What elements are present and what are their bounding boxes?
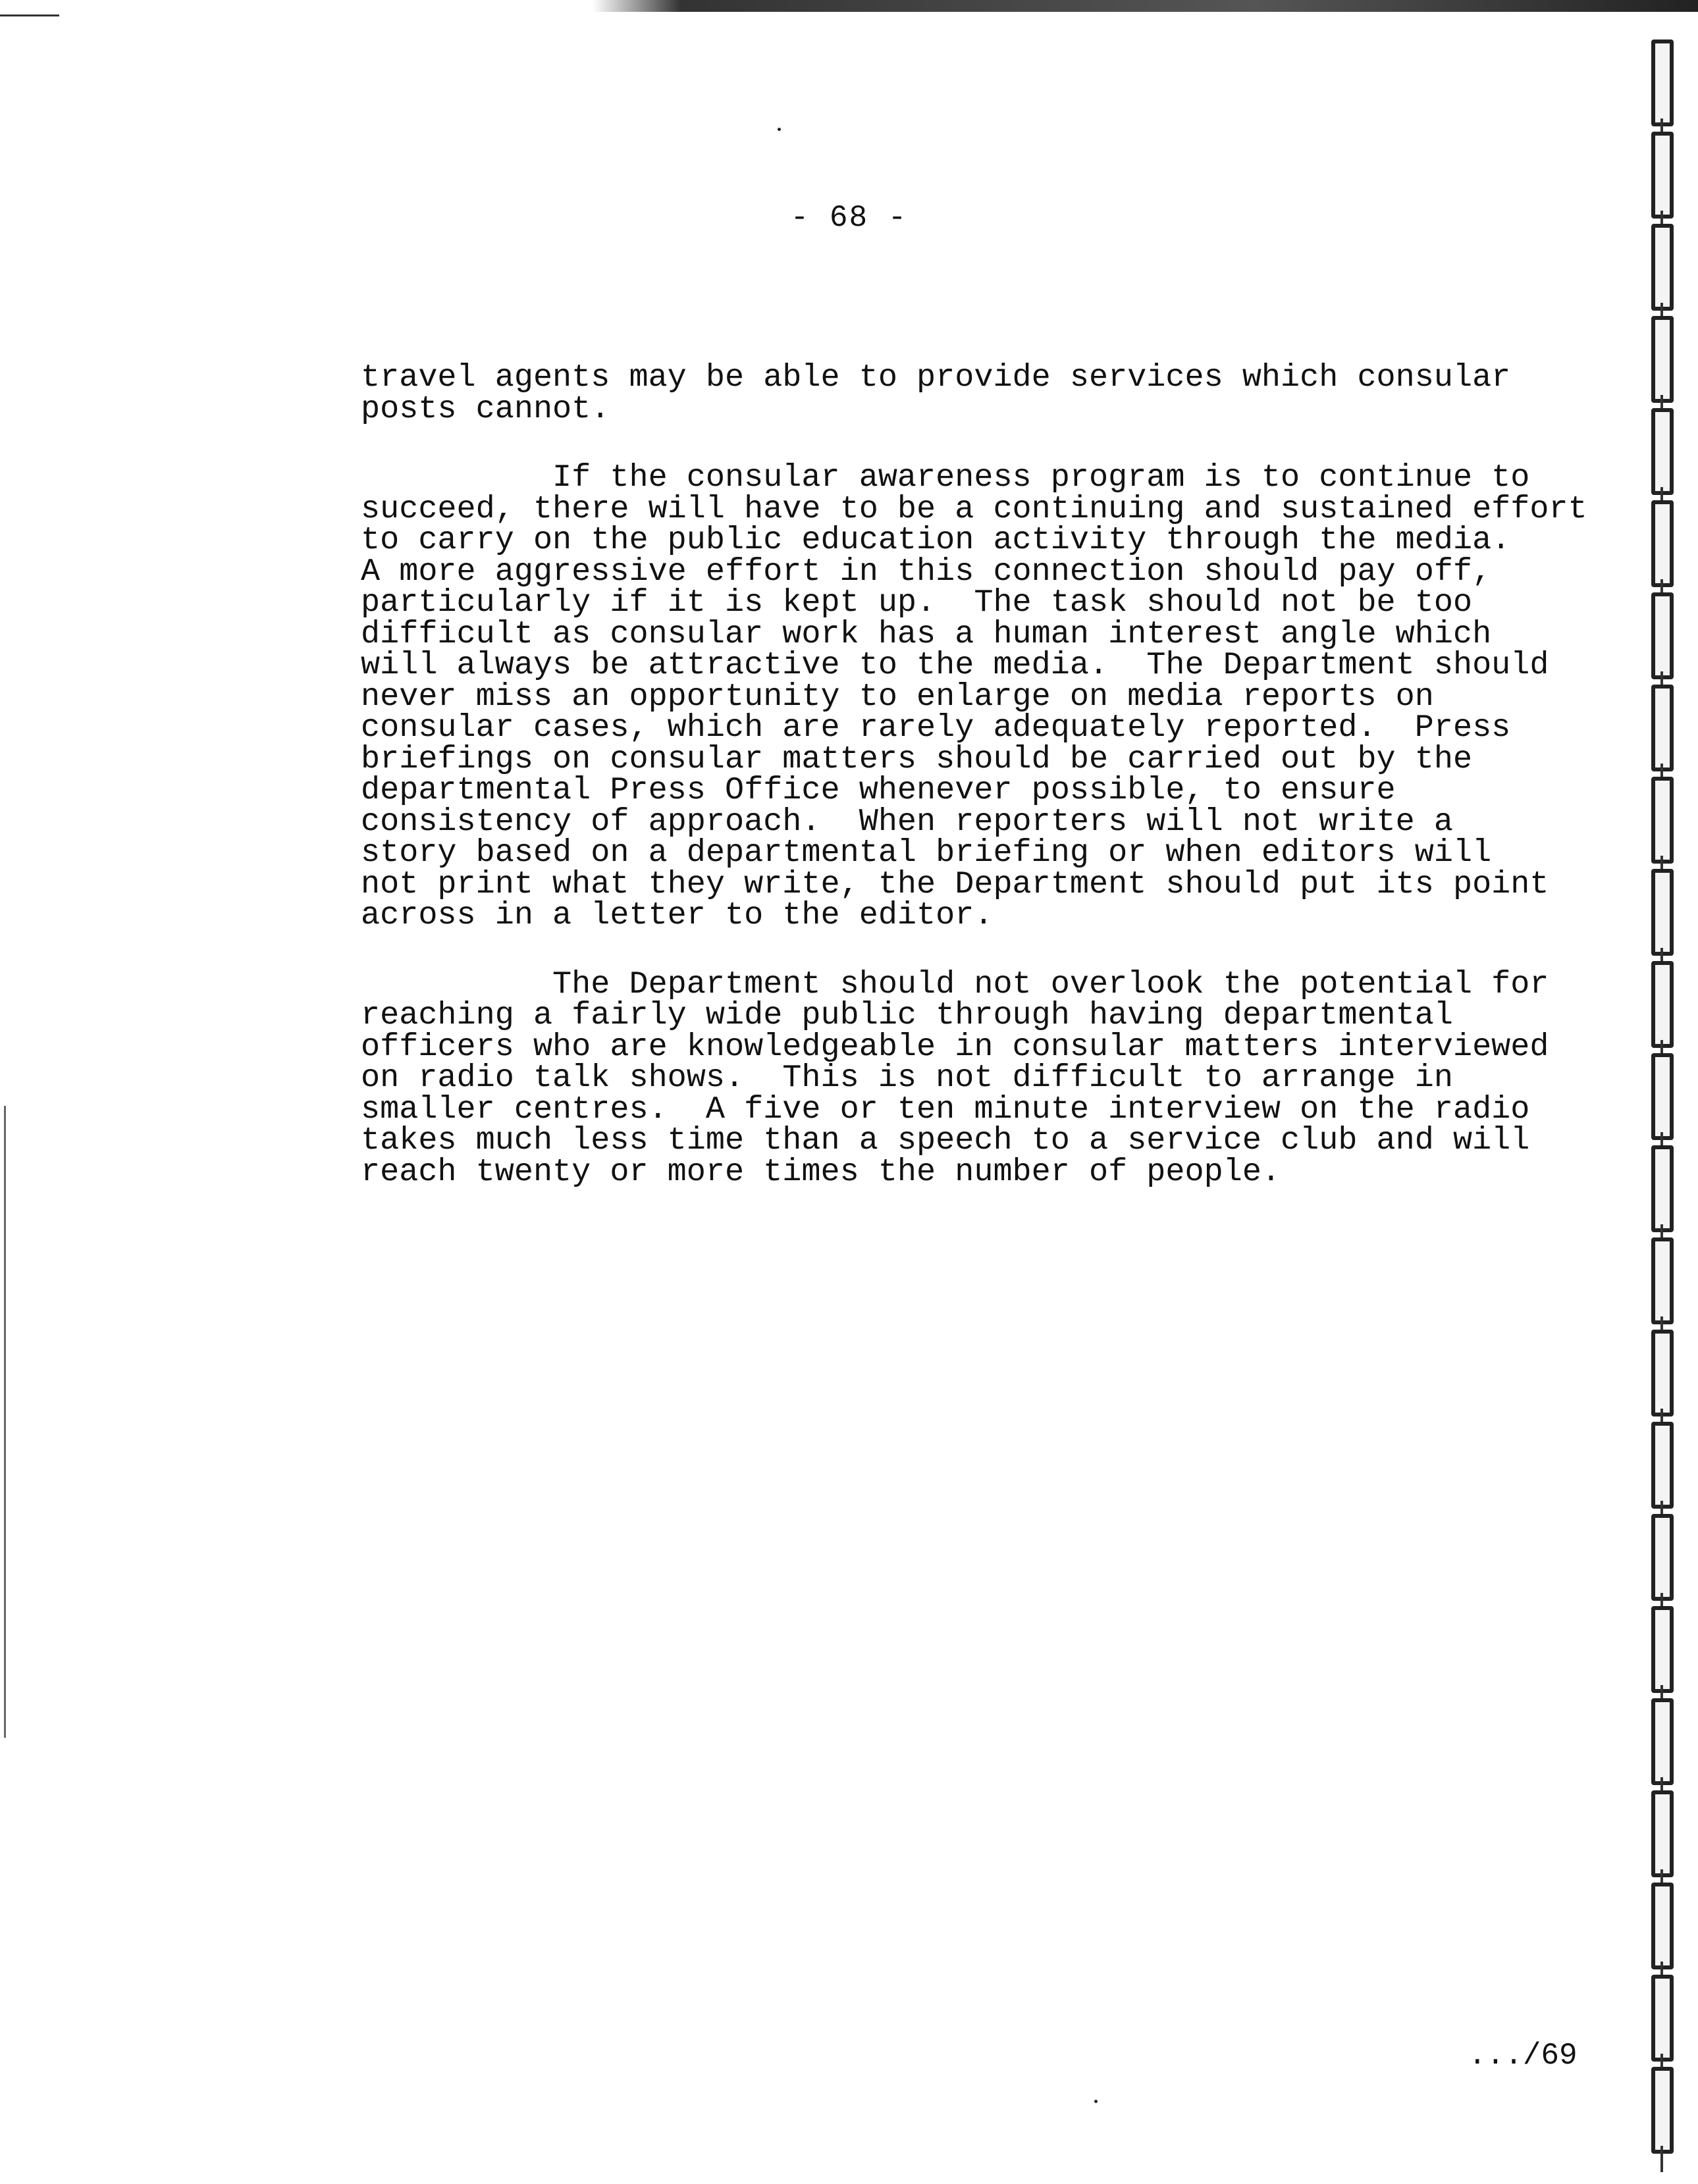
text-line: travel agents may be able to provide services which consular (361, 359, 1511, 396)
binding-ring (1651, 1698, 1674, 1785)
text-line: officers who are knowledgeable in consular matters interviewed (361, 1028, 1549, 1065)
document-body (361, 359, 1587, 1190)
continuation-marker: .../69 (1468, 2039, 1578, 2073)
paragraph (361, 359, 1559, 427)
binding-ring (1651, 1975, 1674, 2062)
text-line: reaching a fairly wide public through having departmental (361, 997, 1453, 1033)
ring-binding (1651, 26, 1678, 2184)
text-line: reach twenty or more times the number of people. (361, 1153, 1281, 1190)
binding-ring (1651, 500, 1674, 587)
binding-ring (1651, 685, 1674, 771)
text-line: never miss an opportunity to enlarge on media reports on (361, 678, 1434, 715)
text-line: succeed, there will have to be a continuing and sustained effort (361, 490, 1587, 527)
text-line: not print what they write, the Department should put its point (361, 866, 1549, 902)
binding-ring (1651, 316, 1674, 403)
text-line: consular cases, which are rarely adequately reported. Press (361, 710, 1511, 746)
binding-ring (1651, 1883, 1674, 1969)
binding-ring (1651, 1237, 1674, 1324)
paragraph (361, 459, 1587, 933)
text-line: difficult as consular work has a human interest angle which (361, 615, 1492, 652)
binding-ring (1651, 1422, 1674, 1509)
scan-speck (778, 128, 781, 131)
text-line: departmental Press Office whenever possible, to ensure (361, 772, 1396, 808)
text-line: briefings on consular matters should be carried out by the (361, 741, 1473, 777)
scan-speck (1094, 2100, 1098, 2103)
page-number: - 68 - (790, 201, 908, 235)
binding-ring (1651, 1330, 1674, 1417)
binding-ring (1651, 2067, 1674, 2154)
text-line: across in a letter to the editor. (361, 897, 994, 933)
binding-link (1660, 2146, 1663, 2172)
text-line: on radio talk shows. This is not difficult to arrange in (361, 1060, 1453, 1096)
binding-ring (1651, 961, 1674, 1048)
binding-ring (1651, 869, 1674, 956)
text-line: The Department should not overlook the potential for (361, 966, 1549, 1002)
binding-ring (1651, 777, 1674, 864)
scan-left-edge (4, 1106, 6, 1738)
binding-ring (1651, 1145, 1674, 1232)
binding-ring (1651, 1606, 1674, 1693)
text-line: takes much less time than a speech to a service club and will (361, 1122, 1530, 1158)
paragraph-gap (361, 425, 1559, 462)
binding-ring (1651, 592, 1674, 679)
text-line: A more aggressive effort in this connection should pay off, (361, 553, 1492, 590)
scan-edge-mark (0, 0, 59, 16)
text-line: to carry on the public education activity through the media. (361, 522, 1511, 558)
binding-ring (1651, 39, 1674, 126)
binding-ring (1651, 408, 1674, 495)
binding-ring (1651, 224, 1674, 311)
binding-ring (1651, 1514, 1674, 1601)
paragraph (361, 966, 1559, 1190)
text-line: posts cannot. (361, 390, 610, 427)
text-line: smaller centres. A five or ten minute interview on the radio (361, 1091, 1530, 1128)
binding-ring (1651, 1053, 1674, 1140)
text-line: story based on a departmental briefing or when editors will (361, 835, 1492, 871)
binding-ring (1651, 1790, 1674, 1877)
text-line: consistency of approach. When reporters will not write a (361, 803, 1453, 840)
paragraph-gap (361, 931, 1559, 969)
scan-top-shadow (593, 0, 1698, 12)
text-line: will always be attractive to the media. The Department should (361, 647, 1549, 683)
text-line: If the consular awareness program is to continue to (361, 459, 1530, 496)
text-line: particularly if it is kept up. The task should not be too (361, 585, 1473, 621)
